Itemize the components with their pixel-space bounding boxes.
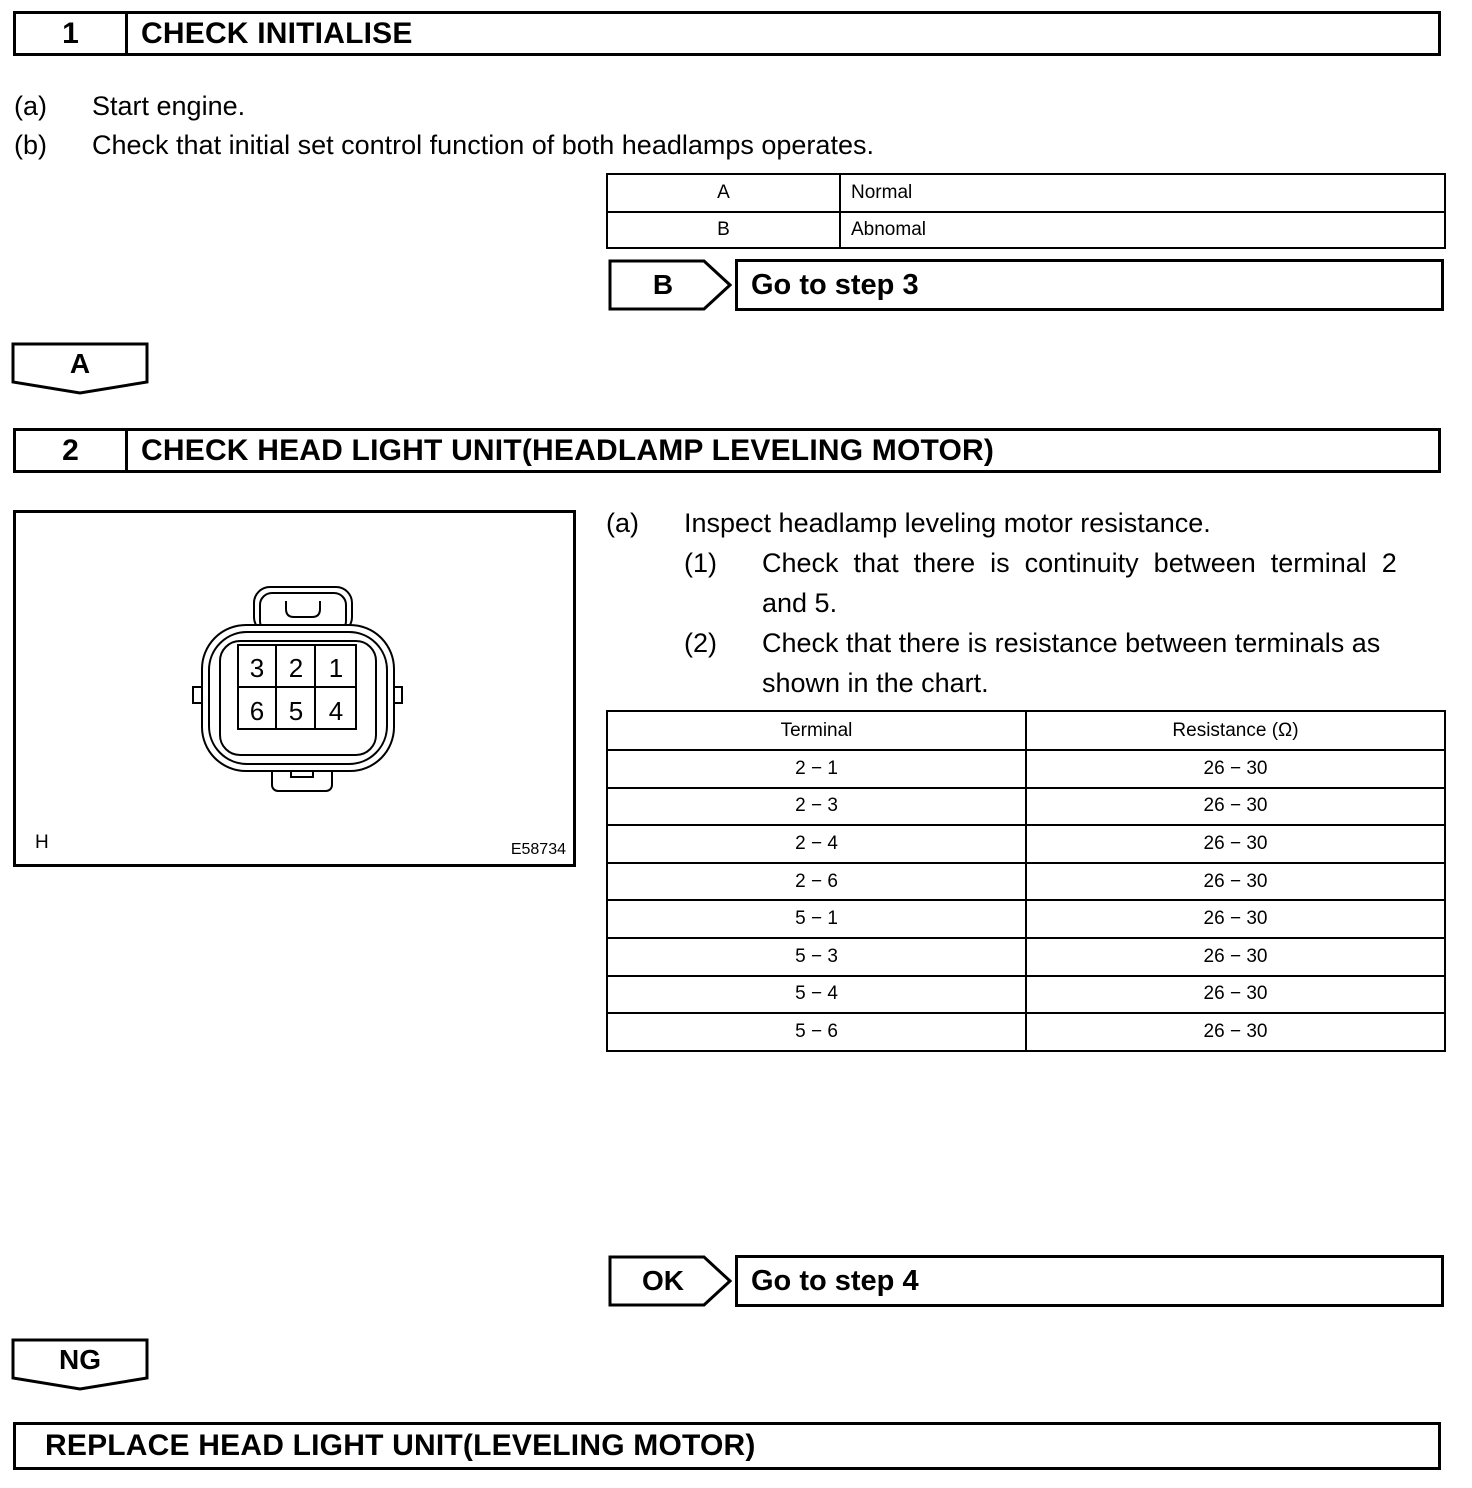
step-title: CHECK INITIALISE [141, 16, 413, 50]
figure-code: E58734 [510, 841, 566, 858]
table-cell: Normal [840, 174, 1445, 212]
sub-instruction-text: Check that there is resistance between terminals as [762, 628, 1381, 658]
table-cell: Abnomal [840, 212, 1445, 248]
resistance-cell: 26 − 30 [1026, 938, 1445, 976]
diagram-corner-label: H [35, 832, 49, 853]
resistance-cell: 26 − 30 [1026, 825, 1445, 863]
result-table [606, 173, 1446, 249]
terminal-cell: 2 − 1 [607, 750, 1026, 788]
sub-instruction-marker: (1) [684, 548, 717, 578]
resistance-table [606, 710, 1446, 1052]
goto-tag-label: OK [642, 1265, 684, 1296]
instruction-text: Start engine. [92, 91, 246, 121]
column-header: Resistance (Ω) [1026, 711, 1445, 750]
terminal-cell: 5 − 6 [607, 1013, 1026, 1051]
terminal-cell: 5 − 1 [607, 900, 1026, 938]
next-tag[interactable] [11, 1338, 151, 1392]
pin-label: 1 [328, 653, 344, 683]
goto-tag[interactable] [608, 1255, 732, 1307]
instruction-marker: (a) [606, 508, 639, 538]
table-row [607, 900, 1445, 938]
table-row [607, 976, 1445, 1014]
step-1-header [13, 11, 1441, 56]
sub-instruction-text: and 5. [762, 588, 838, 618]
next-tag-label: NG [59, 1344, 101, 1375]
goto-link[interactable]: Go to step 4 [735, 1255, 1444, 1307]
sub-instruction-text: Check that there is continuity between terminal 2 [762, 548, 1397, 578]
pin-label: 4 [328, 696, 344, 726]
table-cell: B [607, 212, 840, 248]
pin-label: 6 [249, 696, 265, 726]
instruction-text: Check that initial set control function of both headlamps operates. [92, 130, 874, 160]
table-row [607, 788, 1445, 826]
table-row [607, 212, 1445, 248]
table-row [607, 938, 1445, 976]
sub-instruction-marker: (2) [684, 628, 717, 658]
terminal-cell: 2 − 6 [607, 863, 1026, 901]
table-row [607, 863, 1445, 901]
table-row [607, 174, 1445, 212]
table-cell: A [607, 174, 840, 212]
final-action-bar [13, 1422, 1441, 1470]
pin-label: 5 [288, 696, 304, 726]
pin-label: 3 [249, 653, 265, 683]
goto-tag[interactable] [608, 259, 732, 311]
instruction-marker: (a) [14, 91, 47, 121]
terminal-cell: 5 − 4 [607, 976, 1026, 1014]
resistance-cell: 26 − 30 [1026, 863, 1445, 901]
terminal-cell: 5 − 3 [607, 938, 1026, 976]
next-tag[interactable] [11, 342, 151, 396]
resistance-cell: 26 − 30 [1026, 976, 1445, 1014]
step-number: 1 [16, 14, 128, 53]
final-action-title: REPLACE HEAD LIGHT UNIT(LEVELING MOTOR) [45, 1429, 756, 1462]
goto-tag-label: B [652, 269, 674, 300]
goto-link[interactable]: Go to step 3 [735, 259, 1444, 311]
resistance-cell: 26 − 30 [1026, 1013, 1445, 1051]
terminal-cell: 2 − 4 [607, 825, 1026, 863]
instruction-marker: (b) [14, 130, 47, 160]
step-title: CHECK HEAD LIGHT UNIT(HEADLAMP LEVELING MOTOR) [141, 433, 995, 467]
resistance-cell: 26 − 30 [1026, 900, 1445, 938]
resistance-cell: 26 − 30 [1026, 750, 1445, 788]
table-row [607, 825, 1445, 863]
step-number: 2 [16, 431, 128, 470]
connector-icon [16, 513, 573, 864]
table-row [607, 1013, 1445, 1051]
instruction-text: Inspect headlamp leveling motor resistance. [684, 508, 1211, 538]
table-row [607, 750, 1445, 788]
next-tag-label: A [69, 348, 91, 379]
table-header-row [607, 711, 1445, 750]
terminal-cell: 2 − 3 [607, 788, 1026, 826]
sub-instruction-text: shown in the chart. [762, 668, 989, 698]
connector-diagram [13, 510, 576, 867]
column-header: Terminal [607, 711, 1026, 750]
pin-label: 2 [288, 653, 304, 683]
resistance-cell: 26 − 30 [1026, 788, 1445, 826]
step-2-header [13, 428, 1441, 473]
